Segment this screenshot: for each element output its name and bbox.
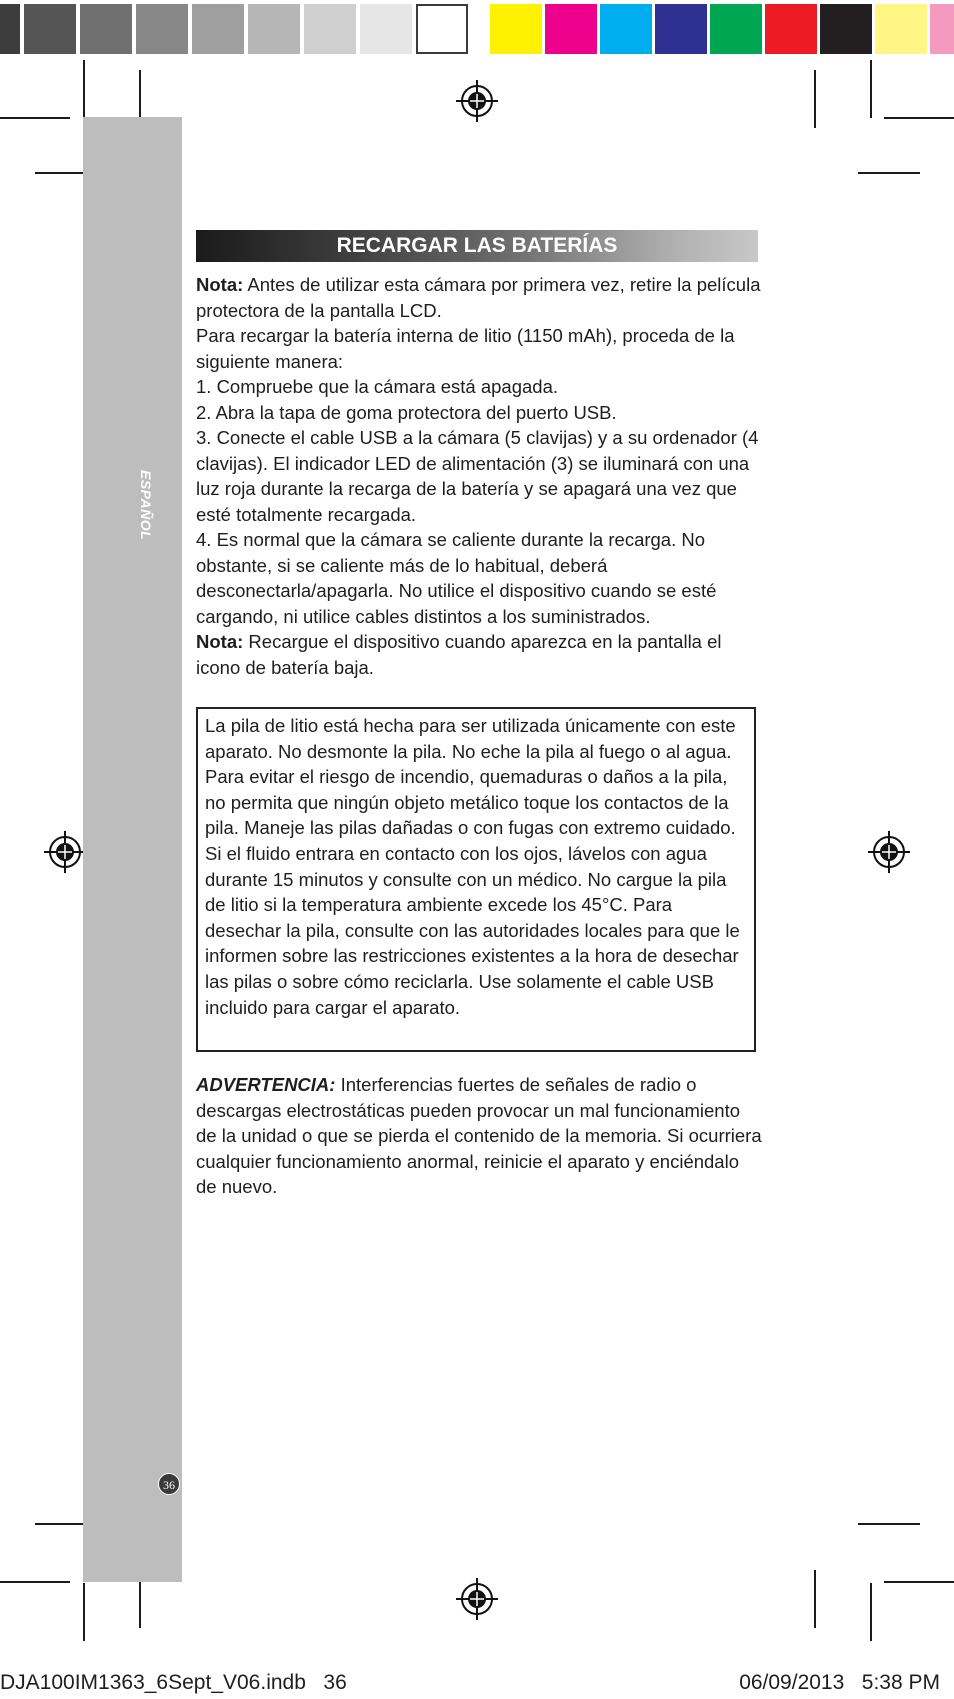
color-swatch <box>710 4 762 54</box>
step-item: 4. Es normal que la cámara se caliente durante la recarga. No obstante, si se caliente más de lo habitual, deberá desconectarla/apagarla. No utilice el dispositivo cuando se esté cargando, ni utilice cables distintos a los suministrados. <box>196 529 717 627</box>
color-swatch <box>192 4 244 54</box>
section-title: RECARGAR LAS BATERÍAS <box>196 230 758 262</box>
registration-mark-icon <box>456 1578 498 1620</box>
footer-date-slug: 06/09/2013 5:38 PM <box>739 1671 940 1694</box>
color-swatch <box>0 4 20 54</box>
note-paragraph <box>196 629 762 680</box>
color-swatch <box>875 4 927 54</box>
registration-mark-icon <box>456 80 498 122</box>
color-swatch <box>820 4 872 54</box>
color-swatch <box>655 4 707 54</box>
color-swatch <box>24 4 76 54</box>
note-label: Nota: <box>196 631 244 652</box>
footer-file-slug: DJA100IM1363_6Sept_V06.indb 36 <box>0 1671 347 1694</box>
crop-mark <box>870 60 872 118</box>
registration-mark-icon <box>44 831 86 873</box>
color-swatch <box>490 4 542 54</box>
instructions-block <box>196 272 762 680</box>
advertencia-label: ADVERTENCIA: <box>196 1074 336 1095</box>
note-paragraph <box>196 272 762 323</box>
note-text: Recargue el dispositivo cuando aparezca en la pantalla el icono de batería baja. <box>196 631 722 678</box>
step-item: 3. Conecte el cable USB a la cámara (5 clavijas) y a su ordenador (4 clavijas). El indicador LED de alimentación (3) se iluminará con una luz roja durante la recarga de la batería y se apagará una vez que esté totalmente recargada. <box>196 427 759 525</box>
advertencia-paragraph <box>196 1072 762 1200</box>
step-item: 2. Abra la tapa de goma protectora del puerto USB. <box>196 401 617 423</box>
color-swatch <box>545 4 597 54</box>
crop-mark <box>0 117 70 119</box>
language-side-label: ESPAÑOL <box>138 470 154 541</box>
crop-mark <box>83 60 85 118</box>
color-swatch <box>930 4 954 54</box>
crop-mark <box>0 1581 70 1583</box>
color-swatch <box>360 4 412 54</box>
color-swatch <box>248 4 300 54</box>
color-swatch <box>80 4 132 54</box>
intro-paragraph: Para recargar la batería interna de litio (1150 mAh), proceda de la siguiente manera: <box>196 325 735 372</box>
color-bar-divider <box>470 0 484 58</box>
advertencia-text: Interferencias fuertes de señales de radio o descargas electrostáticas pueden provocar un mal funcionamiento de la unidad o que se pierda el contenido de la memoria. Si ocurriera cualquier funcionamiento anormal, reinicie el aparato y enciéndalo de nuevo. <box>196 1074 762 1197</box>
color-swatch <box>416 4 468 54</box>
step-item: 1. Compruebe que la cámara está apagada. <box>196 376 559 397</box>
crop-mark <box>884 1581 954 1583</box>
color-calibration-bar <box>0 0 954 58</box>
crop-mark <box>858 1523 920 1525</box>
crop-mark <box>858 172 920 174</box>
color-swatch <box>765 4 817 54</box>
battery-warning-box: La pila de litio está hecha para ser utilizada únicamente con este aparato. No desmonte la pila. No eche la pila al fuego o al agua. Para evitar el riesgo de incendio, quemaduras o daños a la pila, no permita que ningún objeto metálico toque los contactos de la pila. Maneje las pilas dañadas o con fugas con extremo cuidado. Si el fluido entrara en contacto con los ojos, lávelos con agua durante 15 minutos y consulte con un médico. No cargue la pila de litio si la temperatura ambiente excede los 45°C. Para desechar la pila, consulte con las autoridades locales para que le informen sobre las restricciones existentes a la hora de desechar las pilas o sobre cómo reciclarla. Use solamente el cable USB incluido para cargar el aparato. <box>196 707 756 1052</box>
crop-mark <box>870 1583 872 1641</box>
color-swatch <box>136 4 188 54</box>
crop-mark <box>884 117 954 119</box>
registration-mark-icon <box>868 831 910 873</box>
color-swatch <box>600 4 652 54</box>
crop-mark <box>814 1570 816 1628</box>
crop-mark <box>83 1583 85 1641</box>
crop-mark <box>814 70 816 128</box>
page-number: 36 <box>158 1473 180 1495</box>
color-swatch <box>304 4 356 54</box>
note-label: Nota: <box>196 274 244 295</box>
side-tab-band <box>83 117 182 1582</box>
note-text: Antes de utilizar esta cámara por primera vez, retire la película protectora de la pantalla LCD. <box>196 274 761 321</box>
